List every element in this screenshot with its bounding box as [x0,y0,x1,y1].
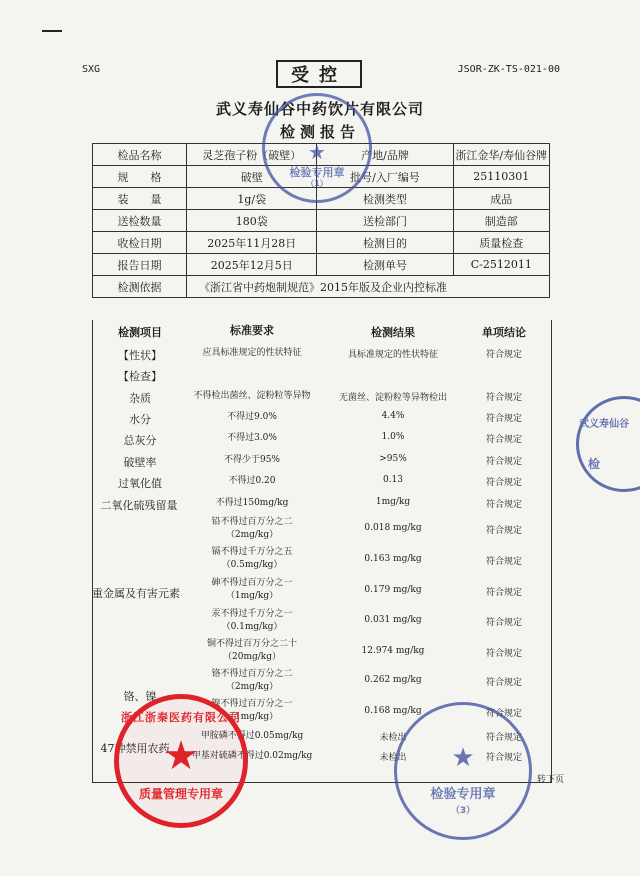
pesticide-1-result: 未检出 [379,733,407,743]
impurity-result: 无菌丝、淀粉粒等异物检出 [338,393,447,403]
origin-brand: 浙江金华/寿仙谷牌 [453,144,549,166]
test-type-label: 检测类型 [317,188,453,210]
form-code-right: JSOR-ZK-TS-021-00 [457,64,560,75]
mercury-result: 0.031 mg/kg [364,615,422,625]
moisture-standard: 不得过9.0% [227,412,277,422]
peroxide-conclusion: 符合规定 [485,478,522,488]
lead-result: 0.018 mg/kg [364,523,422,533]
so2-item: 二氧化硫残留量 [100,499,178,512]
star-icon: ★ [308,140,326,164]
next-page-note: 转下页 [536,774,564,784]
copper-standard-2: （20mg/kg） [223,652,281,662]
nickel-conclusion: 符合规定 [485,709,522,719]
product-name-label: 检品名称 [93,144,187,166]
stamp-text: 检验专用章 [430,787,496,802]
arsenic-standard-1: 砷不得过百万分之一 [211,578,293,588]
so2-conclusion: 符合规定 [485,500,522,510]
impurity-conclusion: 符合规定 [485,393,522,403]
spec: 破壁 [187,166,317,188]
moisture-result: 4.4% [381,411,405,421]
cadmium-standard-2: （0.5mg/kg） [221,560,283,570]
controlled-stamp: 受控 [276,60,362,88]
pesticide-2-standard: 甲基对硫磷不得过0.02mg/kg [191,751,313,761]
packing-label: 装 量 [93,188,187,210]
impurity-item: 杂质 [129,392,151,405]
department-label: 送检部门 [317,210,453,232]
item-header: 检测项目 [118,326,162,339]
chromium-conclusion: 符合规定 [485,678,522,688]
peroxide-item: 过氧化值 [118,477,162,490]
copper-conclusion: 符合规定 [485,649,522,659]
stamp-company-text: 浙江浙秦医药有限公司 [121,711,241,724]
form-code-left: SXG [82,64,101,75]
product-name: 灵芝孢子粉（破壁） [187,144,317,166]
heavy-metals-label: 重金属及有害元素 [92,587,180,600]
copper-standard-1: 铜不得过百万分之二十 [206,639,297,649]
standard-header: 标准要求 [230,324,274,337]
basis-label: 检测依据 [93,276,187,298]
purpose: 质量检查 [453,232,549,254]
peroxide-result: 0.13 [382,475,404,485]
star-icon: ★ [163,733,199,779]
ash-result: 1.0% [381,432,405,442]
peroxide-standard: 不得过0.20 [228,476,276,486]
spec-label: 规 格 [93,166,187,188]
report-title: 检测报告 [279,123,360,141]
receive-date-label: 收检日期 [93,232,187,254]
lead-standard-2: （2mg/kg） [225,530,279,540]
ash-item: 总灰分 [123,434,157,447]
inspection-item: 【检查】 [118,370,162,383]
chromium-result: 0.262 mg/kg [364,675,422,685]
stamp-edge-text-1: 武义寿仙谷 [579,419,629,430]
pesticide-1-conclusion: 符合规定 [485,733,522,743]
broken-rate-standard: 不得少于95% [223,455,280,465]
conclusion-header: 单项结论 [482,326,526,339]
batch-number: 25110301 [453,166,549,188]
quantity-label: 送检数量 [93,210,187,232]
moisture-conclusion: 符合规定 [485,414,522,424]
ash-standard: 不得过3.0% [227,433,277,443]
basis: 《浙江省中药炮制规范》2015年版及企业内控标准 [187,276,550,298]
report-date: 2025年12月5日 [187,254,317,276]
stamp-edge-text-2: 检 [587,457,600,471]
result-header: 检测结果 [371,326,415,339]
pesticide-1-standard: 甲胺磷不得过0.05mg/kg [200,731,304,741]
stamp-quality-text: 质量管理专用章 [138,787,223,801]
packing: 1g/袋 [187,188,317,210]
arsenic-conclusion: 符合规定 [485,588,522,598]
batch-label: 批号/入厂编号 [317,166,453,188]
pesticide-label: 47种禁用农药 [100,742,170,755]
receive-date: 2025年11月28日 [187,232,317,254]
arsenic-standard-2: （1mg/kg） [225,591,279,601]
arsenic-result: 0.179 mg/kg [364,585,422,595]
edge-stamp [576,396,640,492]
chromium-nickel-label: 铬、镍 [123,690,157,703]
purpose-label: 检测目的 [317,232,453,254]
origin-brand-label: 产地/品牌 [317,144,453,166]
department: 制造部 [453,210,549,232]
cadmium-conclusion: 符合规定 [485,557,522,567]
mercury-standard-2: （0.1mg/kg） [221,622,283,632]
pesticide-2-conclusion: 符合规定 [485,753,522,763]
ash-conclusion: 符合规定 [485,435,522,445]
mercury-standard-1: 汞不得过千万分之一 [211,609,293,619]
nickel-result: 0.168 mg/kg [364,706,422,716]
quality-stamp [114,694,248,828]
quantity: 180袋 [187,210,317,232]
nickel-standard-2: （1mg/kg） [225,712,279,722]
corner-mark [42,30,62,32]
pesticide-2-result: 未检出 [379,753,407,763]
lead-conclusion: 符合规定 [485,526,522,536]
so2-standard: 不得过150mg/kg [215,498,289,508]
mercury-conclusion: 符合规定 [485,618,522,628]
chromium-standard-2: （2mg/kg） [225,682,279,692]
broken-rate-result: >95% [379,454,407,464]
appearance-item: 【性状】 [118,349,162,362]
nickel-standard-1: 镍不得过百万分之一 [211,699,293,709]
lead-standard-1: 铅不得过百万分之二 [211,517,293,527]
chromium-standard-1: 铬不得过百万分之二 [211,669,293,679]
stamp-number: （1） [306,179,328,188]
broken-rate-conclusion: 符合规定 [485,457,522,467]
report-number-label: 检测单号 [317,254,453,276]
stamp-text: 检验专用章 [289,166,345,179]
impurity-standard: 不得检出菌丝、淀粉粒等异物 [193,391,311,401]
inspection-stamp-top [262,93,372,203]
star-icon: ★ [451,743,475,773]
company-name: 武义寿仙谷中药饮片有限公司 [215,100,424,118]
test-type: 成品 [453,188,549,210]
stamp-number: （3） [450,806,476,816]
appearance-result: 具标准规定的性状特征 [347,350,438,360]
inspection-stamp-bottom [394,702,532,840]
cadmium-standard-1: 镉不得过千万分之五 [211,547,293,557]
broken-rate-item: 破壁率 [123,456,157,469]
copper-result: 12.974 mg/kg [361,646,425,656]
appearance-conclusion: 符合规定 [485,350,522,360]
so2-result: 1mg/kg [375,497,411,507]
cadmium-result: 0.163 mg/kg [364,554,422,564]
report-date-label: 报告日期 [93,254,187,276]
moisture-item: 水分 [129,413,151,426]
appearance-standard: 应具标准规定的性状特征 [202,348,302,358]
report-number: C-2512011 [453,254,549,276]
